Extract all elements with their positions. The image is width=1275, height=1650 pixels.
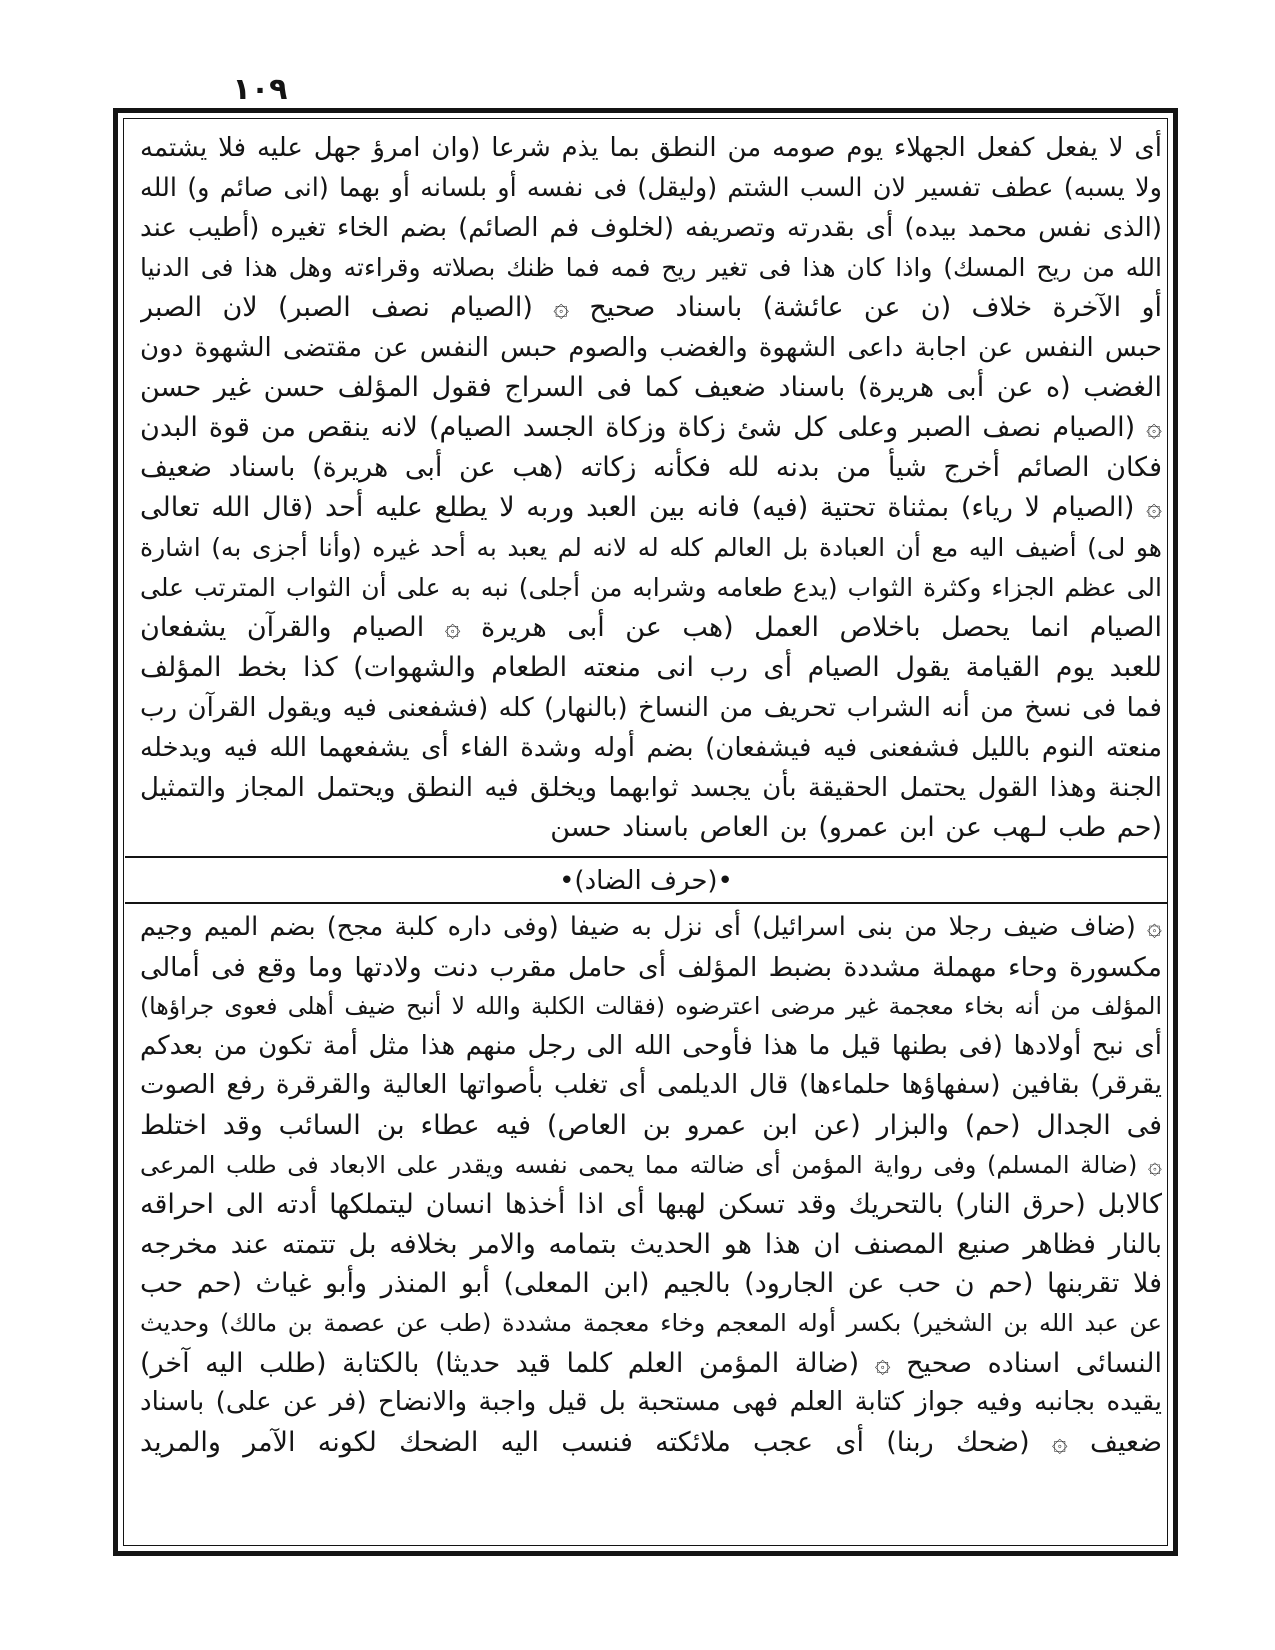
text-line: فى الجدال (حم) والبزار (عن ابن عمرو بن العاص) فيه عطاء بن السائب وقد اختلط bbox=[140, 1109, 1162, 1141]
text-line: يقيده بجانبه وفيه جواز كتابة العلم فهى مستحبة بل قيل واجبة والانضاح (فر عن على) باسناد bbox=[140, 1387, 1162, 1418]
page-number: ١٠٩ bbox=[232, 72, 288, 107]
text-block-lower bbox=[140, 908, 1162, 1462]
divider-rule bbox=[125, 902, 1167, 904]
text-line: الى عظم الجزاء وكثرة الثواب (يدع طعامه وشرابه من أجلى) نبه به على أن الثواب المترتب على bbox=[140, 573, 1162, 602]
text-line: النسائى اسناده صحيح ۞ (ضالة المؤمن العلم كلما قيد حديثا) بالكتابة (طلب اليه آخر) bbox=[140, 1347, 1162, 1379]
text-line: فما فى نسخ من أنه الشراب تحريف من النساخ (بالنهار) كله (فشفعنى فيه ويقول القرآن رب bbox=[140, 693, 1162, 723]
text-line: (الذى نفس محمد بيده) أى بقدرته وتصريفه (لخلوف فم الصائم) بضم الخاء تغيره (أطيب عند bbox=[140, 213, 1162, 243]
section-heading: •(حرف الضاد)• bbox=[559, 866, 733, 896]
text-line: عن عبد الله بن الشخير) بكسر أوله المعجم وخاء معجمة مشددة (طب عن عصمة بن مالك) وحديث bbox=[140, 1308, 1162, 1337]
text-line: منعته النوم بالليل فشفعنى فيه فيشفعان) بضم أوله وشدة الفاء أى يشفعهما الله فيه ويدخله bbox=[140, 733, 1162, 763]
text-line: ۞ (الصيام لا رياء) بمثناة تحتية (فيه) فانه بين العبد وربه لا يطلع عليه أحد (قال الله تعالى bbox=[140, 492, 1162, 523]
text-line: فلا تقربنها (حم ن حب عن الجارود) بالجيم (ابن المعلى) أبو المنذر وأبو غياث (حم حب bbox=[140, 1268, 1162, 1300]
text-line: المؤلف من أنه بخاء معجمة غير مرضى اعترضوه (فقالت الكلبة والله لا أنبح ضيف أهلى فعوى جراؤها) bbox=[140, 992, 1162, 1021]
text-line: بالنار فظاهر صنيع المصنف ان هذا هو الحديث بتمامه والامر بخلافه بل تتمته عند مخرجه bbox=[140, 1228, 1162, 1260]
text-line: أى نبح أولادها (فى بطنها قيل ما هذا فأوحى الله الى رجل منهم هذا مثل أمة تكون من بعدكم bbox=[140, 1030, 1162, 1061]
text-line: كالابل (حرق النار) بالتحريك وقد تسكن لهبها أى اذا أخذها انسان ليتملكها أدته الى احراقه bbox=[140, 1189, 1162, 1221]
text-line: هو لى) أضيف اليه مع أن العبادة بل العالم كله له لانه لم يعبد به أحد غيره (وأنا أجزى به) اشارة bbox=[140, 533, 1162, 562]
divider-rule bbox=[125, 856, 1167, 858]
text-line: أو الآخرة خلاف (ن عن عائشة) باسناد صحيح ۞ (الصيام نصف الصبر) لان الصبر bbox=[140, 292, 1162, 323]
text-line: ۞ (الصيام نصف الصبر وعلى كل شئ زكاة وزكاة الجسد الصيام) لانه ينقص من قوة البدن bbox=[140, 412, 1162, 443]
text-line: أى لا يفعل كفعل الجهلاء يوم صومه من النطق بما يذم شرعا (وان امرؤ جهل عليه فلا يشتمه bbox=[140, 133, 1162, 163]
text-line: ولا يسبه) عطف تفسير لان السب الشتم (وليقل) فى نفسه أو بلسانه أو بهما (انى صائم و) الله bbox=[140, 173, 1162, 203]
text-line: للعبد يوم القيامة يقول الصيام أى رب انى منعته الطعام والشهوات) كذا بخط المؤلف bbox=[140, 652, 1162, 683]
text-line: ۞ (ضالة المسلم) وفى رواية المؤمن أى ضالته مما يحمى نفسه ويقدر على الابعاد فى طلب المرعى bbox=[140, 1150, 1162, 1179]
text-line: فكان الصائم أخرج شيأ من بدنه لله فكأنه زكاته (هب عن أبى هريرة) باسناد ضعيف bbox=[140, 452, 1162, 483]
text-line: الغضب (ه عن أبى هريرة) باسناد ضعيف كما فى السراج فقول المؤلف حسن غير حسن bbox=[140, 372, 1162, 403]
text-line: الله من ريح المسك) واذا كان هذا فى تغير ريح فمه فما ظنك بصلاته وقراءته وهل هذا فى الدنيا bbox=[140, 253, 1162, 282]
text-line: (حم طب لـهب عن ابن عمرو) بن العاص باسناد حسن bbox=[550, 812, 1162, 843]
text-line: ۞ (ضاف ضيف رجلا من بنى اسرائيل) أى نزل به ضيفا (وفى داره كلبة مجح) بضم الميم وجيم bbox=[140, 912, 1162, 942]
text-line: الصيام انما يحصل باخلاص العمل (هب عن أبى هريرة ۞ الصيام والقرآن يشفعان bbox=[140, 612, 1162, 643]
text-line: ضعيف ۞ (ضحك ربنا) أى عجب ملائكته فنسب اليه الضحك لكونه الآمر والمريد bbox=[140, 1426, 1162, 1458]
text-line: حبس النفس عن اجابة داعى الشهوة والغضب والصوم حبس النفس عن مقتضى الشهوة دون bbox=[140, 333, 1162, 363]
text-line: مكسورة وحاء مهملة مشددة بضبط المؤلف أى حامل مقرب دنت ولادتها وما وقع فى أمالى bbox=[140, 951, 1162, 983]
text-line: الجنة وهذا القول يحتمل الحقيقة بأن يجسد ثوابهما ويخلق فيه النطق ويحتمل المجاز والتمثيل bbox=[140, 773, 1162, 803]
text-line: يقرقر) بقافين (سفهاؤها حلماءها) قال الديلمى أى تغلب بأصواتها العالية والقرقرة رفع الصوت bbox=[140, 1070, 1162, 1101]
text-block-upper bbox=[140, 128, 1162, 848]
